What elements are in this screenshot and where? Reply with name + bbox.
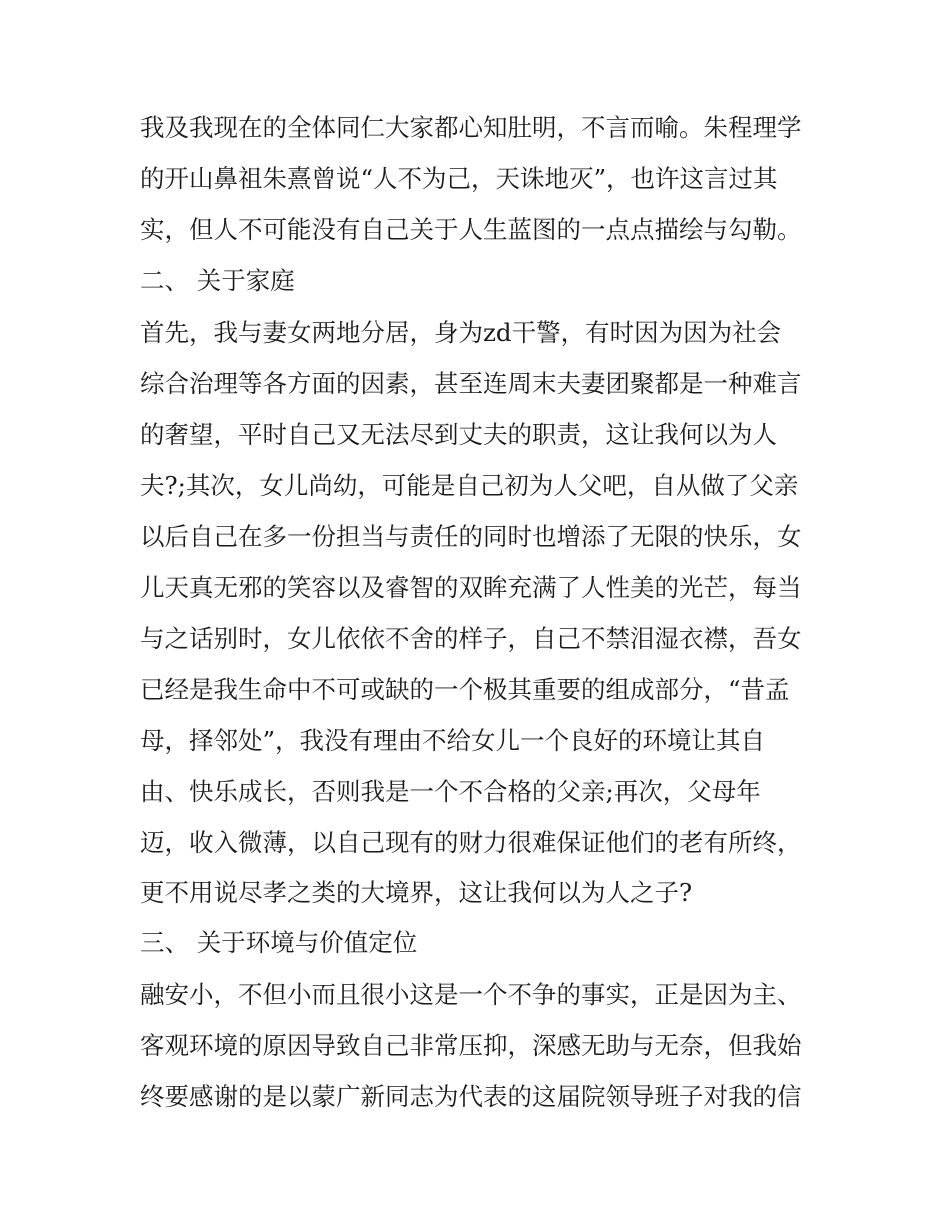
section-heading-family: 二、 关于家庭 [140,266,295,295]
text-line: 已经是我生命中不可或缺的一个极其重要的组成部分，“昔孟 [140,675,790,704]
text-line: 母，择邻处”，我没有理由不给女儿一个良好的环境让其自 [140,726,766,755]
text-line: 综合治理等各方面的因素，甚至连周末夫妻团聚都是一种难言 [140,369,802,398]
text-line: 与之话别时，女儿依依不舍的样子，自己不禁泪湿衣襟，吾女 [140,624,802,653]
text-line: 以后自己在多一份担当与责任的同时也增添了无限的快乐，女 [140,522,802,551]
text-line: 的奢望，平时自己又无法尽到丈夫的职责，这让我何以为人 [140,420,777,449]
text-line: 更不用说尽孝之类的大境界，这让我何以为人之子? [140,878,693,907]
text-line: 迈，收入微薄，以自己现有的财力很难保证他们的老有所终， [140,828,802,857]
text-line: 客观环境的原因导致自己非常压抑，深感无助与无奈，但我始 [140,1031,802,1060]
text-line: 实，但人不可能没有自己关于人生蓝图的一点点描绘与勾勒。 [140,215,802,244]
text-line: 首先，我与妻女两地分居，身为zd干警，有时因为因为社会 [140,318,782,347]
text-line: 儿天真无邪的笑容以及睿智的双眸充满了人性美的光芒，每当 [140,573,802,602]
section-heading-environment: 三、 关于环境与价值定位 [140,928,418,957]
text-line: 融安小，不但小而且很小这是一个不争的事实，正是因为主、 [140,980,802,1009]
text-line: 由、快乐成长，否则我是一个不合格的父亲;再次，父母年 [140,777,761,806]
text-line: 我及我现在的全体同仁大家都心知肚明，不言而喻。朱程理学 [140,113,802,142]
text-line: 的开山鼻祖朱熹曾说“人不为己，天诛地灭”，也许这言过其 [140,164,778,193]
text-line: 夫?;其次，女儿尚幼，可能是自己初为人父吧，自从做了父亲 [140,471,799,500]
text-line: 终要感谢的是以蒙广新同志为代表的这届院领导班子对我的信 [140,1082,802,1111]
